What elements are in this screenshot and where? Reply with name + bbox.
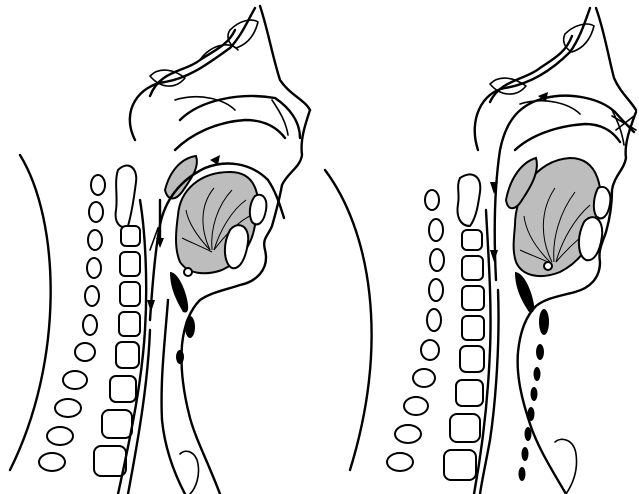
right-cervical-spine (387, 174, 484, 480)
left-skull-outline (130, 6, 310, 150)
left-tongue (176, 172, 258, 273)
right-skull-outline (475, 8, 636, 150)
left-teeth (250, 195, 267, 225)
left-panel (10, 6, 310, 494)
right-hyoid (544, 262, 552, 270)
right-neck-contour (555, 439, 577, 494)
left-face-profile (181, 110, 310, 494)
right-panel (325, 8, 636, 494)
left-trachea (162, 300, 185, 494)
left-support-arc (10, 155, 51, 470)
right-teeth (594, 187, 611, 218)
left-cervical-spine (39, 166, 140, 476)
left-mandible (225, 225, 248, 268)
right-support-arc (325, 170, 372, 470)
left-hyoid (184, 268, 192, 276)
right-larynx (515, 272, 549, 481)
